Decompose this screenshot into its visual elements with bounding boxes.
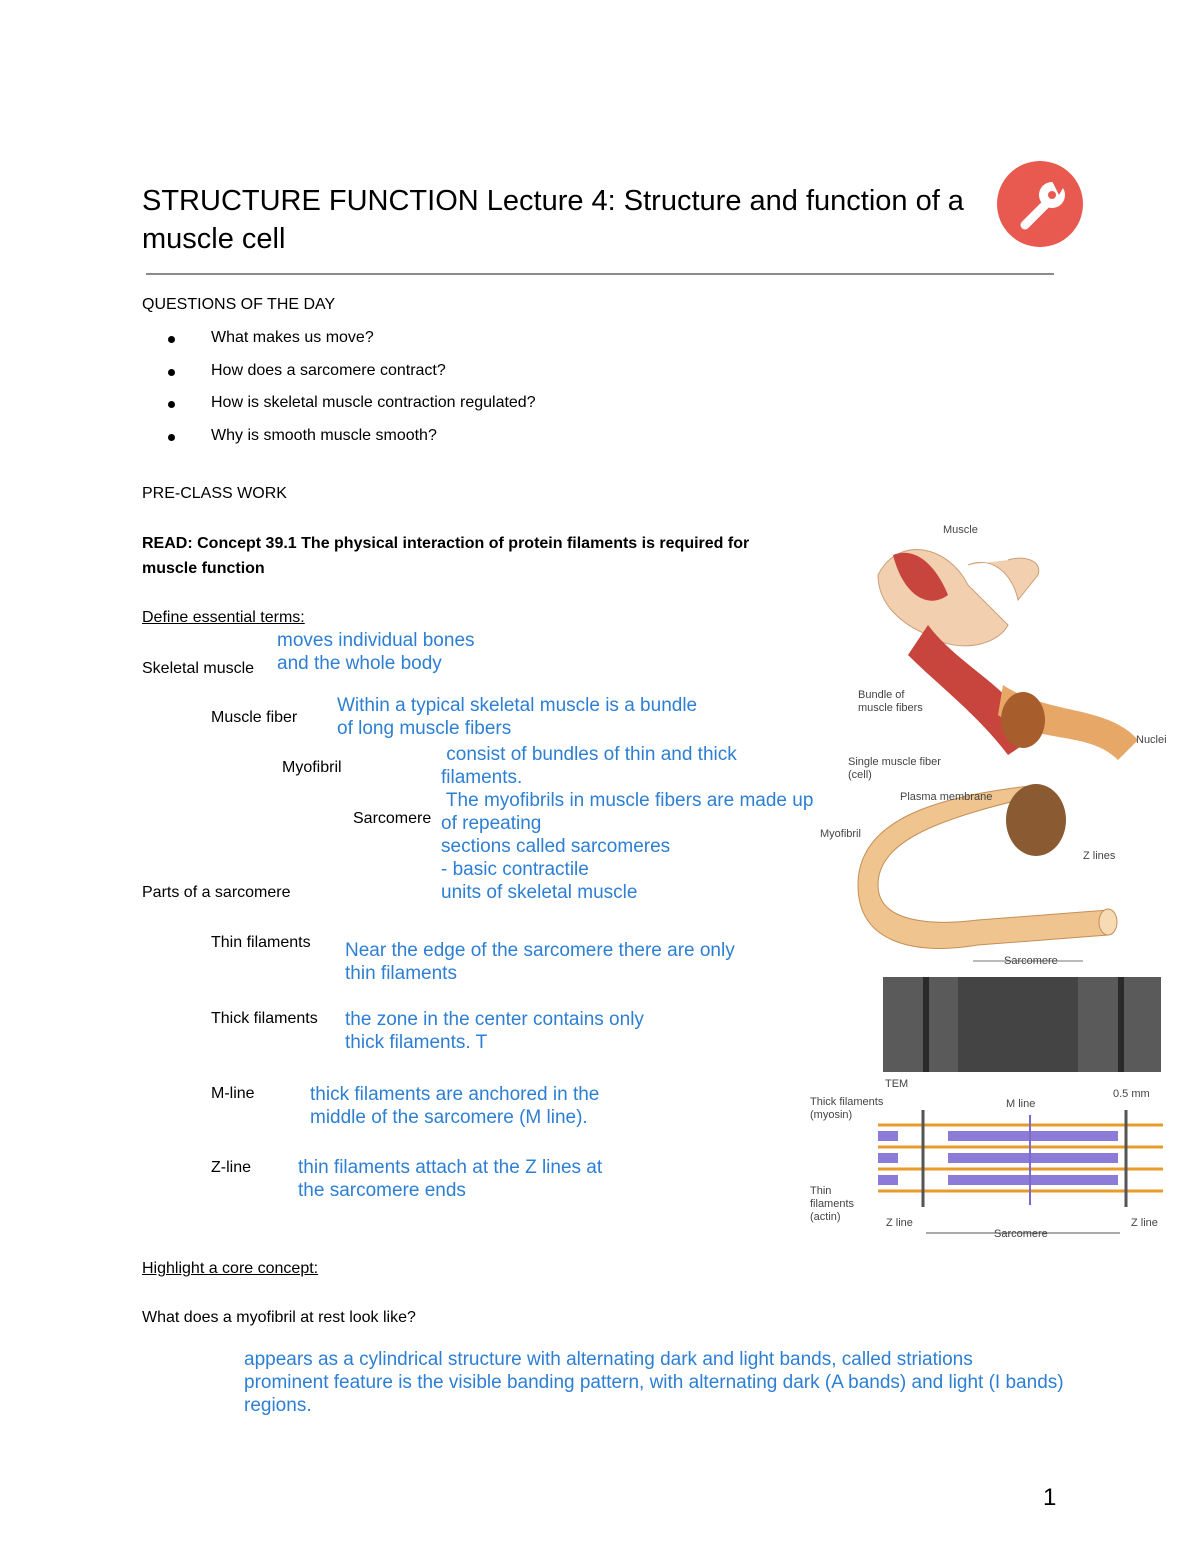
core-heading: Highlight a core concept: [142, 1260, 319, 1277]
list-item: Why is smooth muscle smooth? [160, 424, 536, 457]
answer-muscle-fiber: Within a typical skeletal muscle is a bundle of long muscle fibers [337, 695, 698, 739]
wrench-icon [997, 161, 1083, 247]
term-skeletal-muscle: Skeletal muscle [142, 660, 255, 677]
label-z-lines: Z lines [1083, 850, 1116, 862]
answer-myofibril: consist of bundles of thin and thick filaments. [441, 744, 737, 788]
answer-skeletal-muscle: moves individual bones and the whole body [277, 630, 475, 674]
answer-thick-filaments: the zone in the center contains only thick filaments. T [345, 1009, 644, 1053]
term-sarcomere: Sarcomere [353, 810, 432, 827]
label-muscle: Muscle [943, 524, 978, 536]
part-m-line: M-line [211, 1085, 255, 1102]
define-heading: Define essential terms: [142, 609, 305, 626]
reading-assignment: READ: Concept 39.1 The physical interaction of protein filaments is required for muscle function [142, 535, 750, 577]
label-thick: Thick filaments (myosin) [810, 1096, 884, 1121]
label-tem: TEM [885, 1078, 909, 1090]
label-m-line: M line [1006, 1098, 1036, 1110]
label-scale: 0.5 mm [1113, 1088, 1150, 1100]
page-title: STRUCTURE FUNCTION Lecture 4: Structure and function of a muscle cell [142, 185, 964, 255]
label-plasma-membrane: Plasma membrane [900, 791, 993, 803]
list-item: How does a sarcomere contract? [160, 359, 536, 392]
preclass-heading: PRE-CLASS WORK [142, 485, 287, 502]
list-item: How is skeletal muscle contraction regulated? [160, 391, 536, 424]
list-item: What makes us move? [160, 326, 536, 359]
term-muscle-fiber: Muscle fiber [211, 709, 298, 726]
label-single-fiber: Single muscle fiber (cell) [848, 756, 941, 781]
muscle-structure-figure [808, 515, 1168, 1250]
label-z-line-left: Z line [886, 1217, 913, 1229]
label-bundle: Bundle of muscle fibers [858, 689, 923, 714]
label-thin: Thin filaments (actin) [810, 1185, 855, 1223]
divider [146, 273, 1054, 275]
answer-thin-filaments: Near the edge of the sarcomere there are only thin filaments [345, 940, 735, 984]
page-number: 1 [1043, 1484, 1057, 1511]
core-question: What does a myofibril at rest look like? [142, 1309, 416, 1326]
part-thick-filaments: Thick filaments [211, 1010, 318, 1027]
part-z-line: Z-line [211, 1159, 252, 1176]
questions-heading: QUESTIONS OF THE DAY [142, 296, 336, 313]
label-sarcomere-bottom: Sarcomere [994, 1228, 1048, 1240]
label-z-line-right: Z line [1131, 1217, 1158, 1229]
parts-heading: Parts of a sarcomere [142, 884, 291, 901]
part-thin-filaments: Thin filaments [211, 934, 311, 951]
answer-m-line: thick filaments are anchored in the middle of the sarcomere (M line). [310, 1084, 600, 1128]
questions-list [160, 326, 536, 456]
label-nuclei: Nuclei [1136, 734, 1167, 746]
core-answer: appears as a cylindrical structure with alternating dark and light bands, called striations prominent feature is the visible banding pattern, with alternating dark (A bands) and light (I bands) regions. [244, 1349, 1064, 1416]
term-myofibril: Myofibril [282, 759, 342, 776]
answer-sarcomere: The myofibrils in muscle fibers are made up of repeating sections called sarcomeres - basic contractile units of skeletal muscle [441, 790, 814, 903]
label-sarcomere-top: Sarcomere [1004, 955, 1058, 967]
label-myofibril: Myofibril [820, 828, 861, 840]
answer-z-line: thin filaments attach at the Z lines at the sarcomere ends [298, 1157, 603, 1201]
